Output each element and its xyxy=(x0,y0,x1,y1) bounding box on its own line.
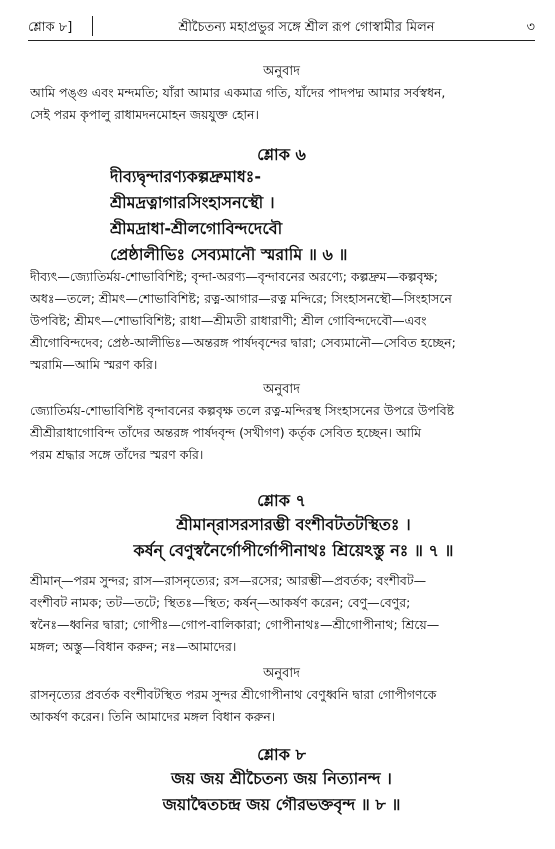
section-heading: অনুবাদ xyxy=(263,382,300,397)
text-line: পরম শ্রদ্ধার সঙ্গে তাঁদের স্মরণ করি। xyxy=(30,447,204,462)
page-number: ৩ xyxy=(526,20,535,35)
header-verse-ref: শ্লোক ৮] xyxy=(28,20,73,35)
text-line: উপবিষ্ট; শ্রীমৎ—শোভাবিশিষ্ট; রাধা—শ্রীমতী রাধারাণী; শ্রীল গোবিন্দদেবৌ—এবং xyxy=(30,313,427,328)
text-line: শ্রীশ্রীরাধাগোবিন্দ তাঁদের অন্তরঙ্গ পার্ষদবৃন্দ (সখীগণ) কর্তৃক সেবিত হচ্ছেন। আমি xyxy=(30,425,422,440)
text-line: আমি পঙ্গু এবং মন্দমতি; যাঁরা আমার একমাত্র গতি, যাঁদের পাদপদ্ম আমার সর্বস্বধন, xyxy=(30,85,446,100)
running-header xyxy=(28,18,535,41)
header-divider xyxy=(92,16,93,36)
verse-heading: শ্লোক ৮ xyxy=(257,745,306,764)
section-heading: অনুবাদ xyxy=(263,666,300,681)
verse-heading: শ্লোক ৭ xyxy=(257,491,306,510)
text-line: স্বনৈঃ—ধ্বনির দ্বারা; গোপীঃ—গোপ-বালিকারা; গোপীনাথঃ—শ্রীগোপীনাথ; শ্রিয়ে— xyxy=(30,617,440,632)
text-line: জ্যোতির্ময়-শোভাবিশিষ্ট বৃন্দাবনের কল্পবৃক্ষ তলে রত্ন-মন্দিরস্থ সিংহাসনের উপরে উপবিষ্ট xyxy=(30,403,455,418)
verse-line: জয়াদ্বৈতচন্দ্র জয় গৌরভক্তবৃন্দ ॥ ৮ ॥ xyxy=(162,795,401,814)
verse-line: দীব্যদ্বৃন্দারণ্যকল্পদ্রুমাধঃ- xyxy=(110,167,261,186)
verse-line: শ্রীমদ্রত্নাগারসিংহাসনস্থৌ । xyxy=(110,193,275,212)
word-meanings xyxy=(30,266,533,376)
verse-line: শ্রীমান্‌রাসরসারম্ভী বংশীবটতটস্থিতঃ । xyxy=(176,515,411,534)
text-line: মঙ্গল; অস্তু—বিধান করুন; নঃ—আমাদের। xyxy=(30,639,237,654)
verse-line: কর্ষন্ বেণুস্বনৈর্গোপীর্গোপীনাথঃ শ্রিয়েঽস্তু নঃ ॥ ৭ ॥ xyxy=(133,541,454,560)
verse-heading: শ্লোক ৬ xyxy=(257,145,306,164)
translation-paragraph xyxy=(30,684,533,728)
text-line: আকর্ষণ করেন। তিনি আমাদের মঙ্গল বিধান করুন। xyxy=(30,709,276,724)
text-line: শ্রীগোবিন্দদেব; প্রেষ্ঠ-আলীভিঃ—অন্তরঙ্গ পার্ষদবৃন্দের দ্বারা; সেব্যমানৌ—সেবিত হচ্ছেন; xyxy=(30,335,456,350)
verse-line: জয় জয় শ্রীচৈতন্য জয় নিত্যানন্দ । xyxy=(171,769,392,788)
text-line: রাসনৃত্যের প্রবর্তক বংশীবটস্থিত পরম সুন্দর শ্রীগোপীনাথ বেণুধ্বনি দ্বারা গোপীগণকে xyxy=(30,687,437,702)
word-meanings xyxy=(30,570,533,658)
verse-text xyxy=(30,766,533,818)
translation-paragraph xyxy=(30,82,533,126)
verse-line: প্রেষ্ঠালীভিঃ সেব্যমানৌ স্মরামি ॥ ৬ ॥ xyxy=(110,245,348,264)
verse-text xyxy=(110,164,475,268)
verse-line: শ্রীমদ্রাধা-শ্রীলগোবিন্দদেবৌ xyxy=(110,219,283,238)
text-line: বংশীবট নামক; তট—তটে; স্থিতঃ—স্থিত; কর্ষন্—আকর্ষণ করেন; বেণু—বেণুর; xyxy=(30,595,411,610)
text-line: স্মরামি—আমি স্মরণ করি। xyxy=(30,357,158,372)
text-line: দীব্যৎ—জ্যোতির্ময়-শোভাবিশিষ্ট; বৃন্দা-অরণ্য—বৃন্দাবনের অরণ্যে; কল্পদ্রুম—কল্পবৃক্ষ; xyxy=(30,269,438,284)
verse-text xyxy=(56,512,531,564)
text-line: সেই পরম কৃপালু রাধামদনমোহন জয়যুক্ত হোন। xyxy=(30,107,259,122)
header-title: শ্রীচৈতন্য মহাপ্রভুর সঙ্গে শ্রীল রূপ গোস্বামীর মিলন xyxy=(178,20,435,35)
translation-paragraph xyxy=(30,400,533,466)
text-line: শ্রীমান্—পরম সুন্দর; রাস—রাসনৃত্যের; রস—রসের; আরম্ভী—প্রবর্তক; বংশীবট— xyxy=(30,573,427,588)
section-heading: অনুবাদ xyxy=(263,64,300,79)
text-line: অধঃ—তলে; শ্রীমৎ—শোভাবিশিষ্ট; রত্ন-আগার—রত্ন মন্দিরে; সিংহাসনস্থৌ—সিংহাসনে xyxy=(30,291,452,306)
